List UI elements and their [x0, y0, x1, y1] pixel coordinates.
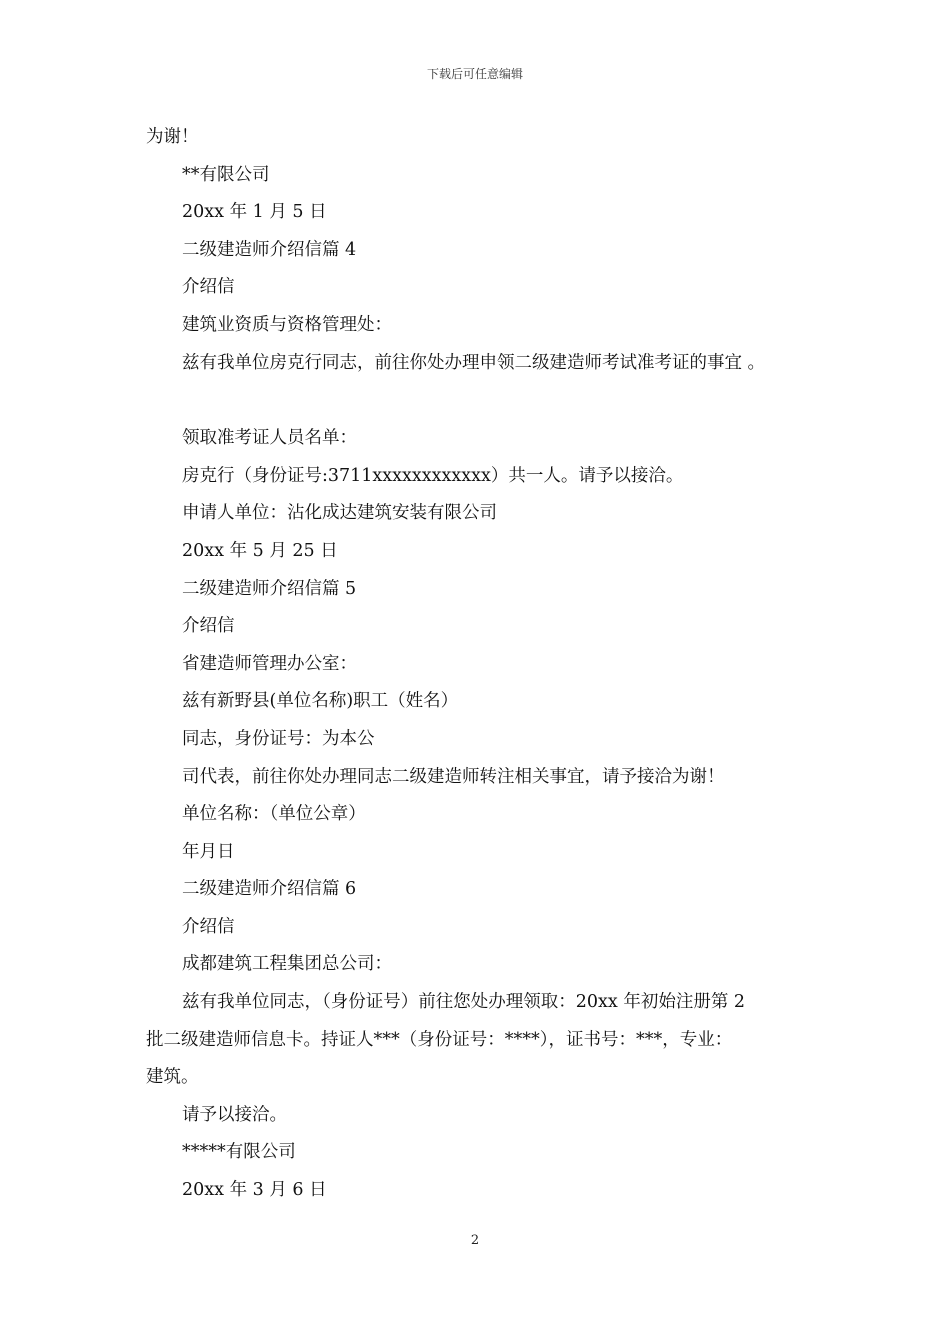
text-line-date: 20xx 年 1 月 5 日 — [182, 202, 327, 223]
section-heading-6: 二级建造师介绍信篇 6 — [182, 879, 357, 900]
letter-title: 介绍信 — [182, 916, 235, 937]
letter-title: 介绍信 — [182, 277, 235, 298]
letter-body-line: 兹有新野县(单位名称)职工（姓名） — [182, 691, 459, 712]
section-heading-5: 二级建造师介绍信篇 5 — [182, 578, 357, 599]
text-line-date: 20xx 年 5 月 25 日 — [182, 540, 338, 561]
page-number: 2 — [470, 1233, 480, 1248]
paragraph-gap — [146, 382, 816, 420]
letter-body-line: 建筑。 — [146, 1067, 199, 1088]
text-line-date: 年月日 — [182, 841, 235, 862]
letter-body-line: 批二级建造师信息卡。持证人***（身份证号：****），证书号：***，专业： — [146, 1029, 733, 1050]
letter-recipient: 建筑业资质与资格管理处： — [182, 314, 392, 335]
letter-body-line: 兹有我单位房克行同志，前往你处办理申领二级建造师考试准考证的事宜 。 — [182, 352, 766, 373]
letter-recipient: 省建造师管理办公室： — [182, 653, 357, 674]
text-line-closing: 为谢！ — [146, 127, 199, 147]
letter-body-line: 单位名称：（单位公章） — [182, 804, 366, 825]
text-line-date: 20xx 年 3 月 6 日 — [182, 1180, 327, 1201]
text-line-company: *****有限公司 — [182, 1142, 296, 1163]
letter-title: 介绍信 — [182, 616, 235, 637]
letter-recipient: 成都建筑工程集团总公司： — [182, 954, 392, 975]
letter-body-line: 同志，身份证号：为本公 — [182, 728, 375, 749]
letter-body-line: 申请人单位：沾化成达建筑安装有限公司 — [182, 503, 497, 524]
letter-body-line: 领取准考证人员名单： — [182, 428, 357, 449]
letter-body-line: 房克行（身份证号:3711xxxxxxxxxxxx）共一人。请予以接洽。 — [182, 465, 684, 486]
section-heading-4: 二级建造师介绍信篇 4 — [182, 239, 357, 260]
document-body — [146, 119, 816, 1210]
letter-body-line: 司代表，前往你处办理同志二级建造师转注相关事宜，请予接洽为谢！ — [182, 766, 725, 787]
page-header: 下载后可任意编辑 — [426, 67, 523, 81]
letter-body-line: 请予以接洽。 — [182, 1104, 287, 1125]
text-line-company: **有限公司 — [182, 164, 270, 185]
letter-body-line: 兹有我单位同志，（身份证号）前往您处办理领取：20xx 年初始注册第 2 — [182, 992, 746, 1013]
